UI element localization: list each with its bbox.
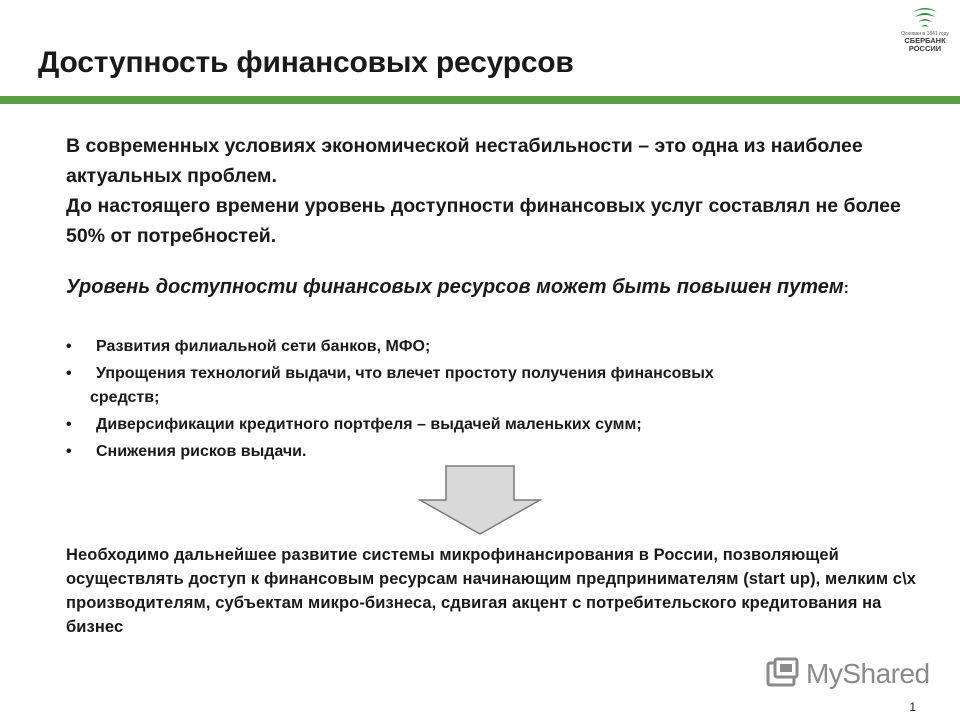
intro-paragraph-1: В современных условиях экономической нестабильности – это одна из наиболее актуальных проблем. bbox=[66, 135, 863, 187]
bullet-icon: • bbox=[66, 365, 72, 382]
list-item-text: Упрощения технологий выдачи, что влечет простоту получения финансовых bbox=[96, 365, 714, 382]
lead-sentence: Уровень доступности финансовых ресурсов может быть повышен путем bbox=[66, 276, 844, 298]
lead-text bbox=[66, 273, 936, 303]
bullet-icon: • bbox=[66, 338, 72, 355]
list-item bbox=[66, 335, 936, 359]
bullet-list bbox=[66, 335, 936, 467]
list-item-text: Снижения рисков выдачи. bbox=[96, 443, 307, 460]
list-item bbox=[66, 440, 936, 464]
bullet-icon: • bbox=[66, 416, 72, 433]
list-item-text-continuation: средств; bbox=[90, 389, 160, 406]
sberbank-logo bbox=[894, 6, 956, 68]
slide-title: Доступность финансовых ресурсов bbox=[38, 46, 574, 79]
logo-brand-line2: РОССИИ bbox=[908, 44, 942, 53]
watermark-text: MyShared bbox=[806, 658, 930, 689]
list-item-text: Диверсификации кредитного портфеля – выдачей маленьких сумм; bbox=[96, 416, 642, 433]
page-number: 1 bbox=[909, 700, 916, 714]
myshared-logo-icon bbox=[766, 657, 800, 691]
intro-paragraph-2: До настоящего времени уровень доступности финансовых услуг составлял не более 50% от потребностей. bbox=[66, 195, 901, 247]
lead-colon: : bbox=[843, 280, 849, 297]
bullet-icon: • bbox=[66, 443, 72, 460]
myshared-watermark bbox=[766, 654, 930, 694]
list-item-text: Развития филиальной сети банков, МФО; bbox=[96, 338, 431, 355]
logo-since: Основан в 1841 году bbox=[901, 31, 949, 37]
sberbank-leaf-icon bbox=[910, 6, 940, 30]
intro-text bbox=[66, 131, 936, 251]
list-item bbox=[66, 413, 936, 437]
logo-brand-line1: СБЕРБАНК bbox=[904, 36, 946, 45]
list-item bbox=[66, 362, 936, 410]
conclusion-text: Необходимо дальнейшее развитие системы микрофинансирования в России, позволяющей осуществлять доступ к финансовым ресурсам начинающим предпринимателям (start up), мелким с\х производителям, субъектам микро-бизнеса, сдвигая акцент с потребительского кредитования на бизнес bbox=[66, 546, 917, 636]
title-divider bbox=[0, 96, 960, 104]
down-arrow-icon bbox=[418, 464, 542, 536]
